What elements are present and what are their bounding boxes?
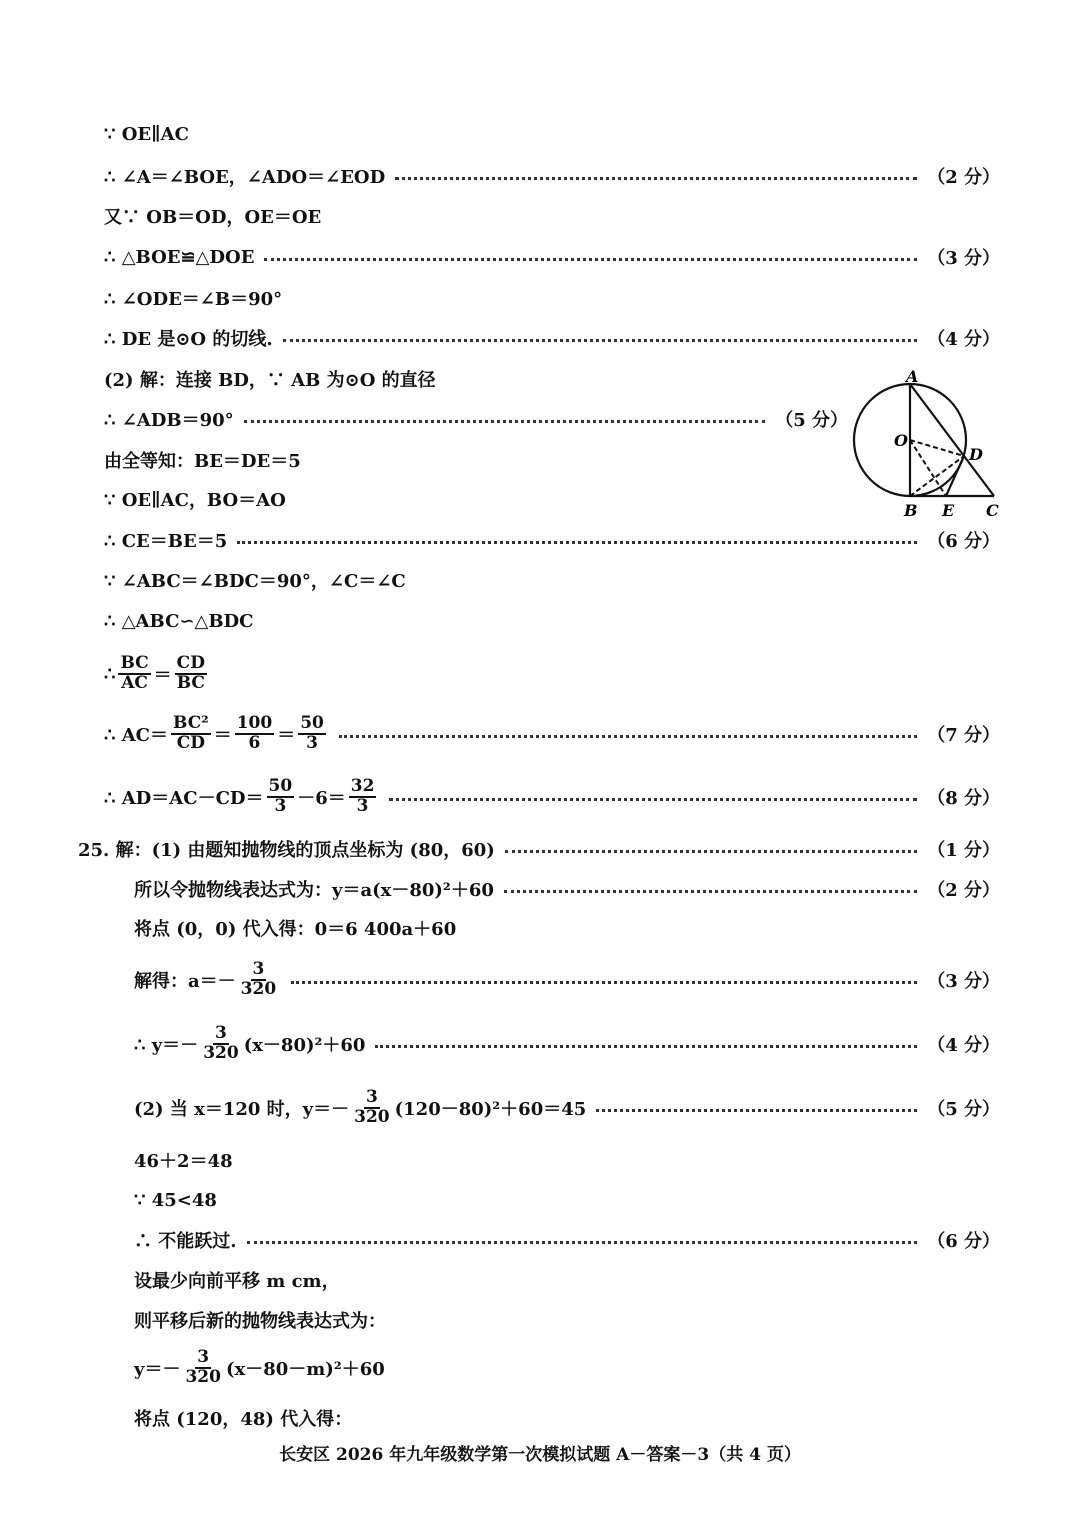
leader-dots <box>247 1241 918 1244</box>
proof-line: ∴ AC＝ $\frac{\text{BC²}}{CD}$ ＝ $\frac{100}{6}$ ＝ $\frac{50}{3}$ （7 分） <box>104 713 1000 753</box>
leader-dots <box>237 541 917 544</box>
proof-line: ∴ △BOE≌△DOE （3 分） <box>104 239 1000 275</box>
circle-geometry-figure <box>846 364 1006 524</box>
score-mark: （6 分） <box>927 1231 1000 1252</box>
score-mark: （4 分） <box>927 329 1000 350</box>
score-mark: （5 分） <box>775 410 848 431</box>
leader-dots <box>291 981 917 984</box>
label-d: D <box>969 445 983 464</box>
score-mark: （3 分） <box>927 248 1000 269</box>
proof-line: 将点 (0，0) 代入得：0＝6 400a＋60 <box>134 919 457 940</box>
proof-line: 则平移后新的抛物线表达式为： <box>134 1311 386 1332</box>
proof-line: 设最少向前平移 m cm， <box>134 1271 340 1292</box>
fraction: $\frac{\text{BC²}}{CD}$ <box>173 713 209 753</box>
proof-line: ∵ OE∥AC <box>104 123 189 145</box>
score-mark: （2 分） <box>927 167 1000 188</box>
proof-line: ∴ ∠A＝∠BOE，∠ADO＝∠EOD （2 分） <box>104 158 1000 194</box>
score-mark: （7 分） <box>927 725 1000 746</box>
score-mark: （1 分） <box>927 840 1000 861</box>
fraction: $\frac{50}{3}$ <box>300 713 324 753</box>
proof-line: 由全等知：BE＝DE＝5 <box>104 451 301 472</box>
leader-dots <box>283 339 918 342</box>
leader-dots <box>389 798 917 801</box>
proof-line: ∵ 45<48 <box>134 1189 217 1211</box>
score-mark: （2 分） <box>927 880 1000 901</box>
leader-dots <box>375 1045 917 1048</box>
leader-dots <box>244 420 766 423</box>
label-b: B <box>904 501 918 520</box>
label-e: E <box>942 501 955 520</box>
proof-line: 将点 (120，48) 代入得： <box>134 1409 353 1430</box>
proof-line: 又∵ OB＝OD，OE＝OE <box>104 207 322 228</box>
fraction: $\frac{3}{320}$ <box>354 1087 390 1127</box>
score-mark: （8 分） <box>927 788 1000 809</box>
score-mark: （3 分） <box>927 971 1000 992</box>
proof-line: ∴ CE＝BE＝5 （6 分） <box>104 522 1000 558</box>
leader-dots <box>504 890 917 893</box>
leader-dots <box>596 1109 917 1112</box>
label-o: O <box>894 431 908 450</box>
segment-od <box>910 440 964 456</box>
score-mark: （4 分） <box>927 1035 1000 1056</box>
leader-dots <box>395 177 917 180</box>
proof-line: y＝－ $\frac{3}{320}$ (x－80－m)²＋60 <box>134 1347 385 1387</box>
proof-line: 解得：a＝－ $\frac{3}{320}$ （3 分） <box>134 959 1000 999</box>
fraction: $\frac{3}{320}$ <box>185 1347 221 1387</box>
leader-dots <box>339 735 917 738</box>
fraction: $\frac{BC}{AC}$ <box>120 653 149 693</box>
fraction: $\frac{50}{3}$ <box>268 776 293 816</box>
leader-dots <box>505 850 917 853</box>
fraction: $\frac{100}{6}$ <box>236 713 273 753</box>
fraction: $\frac{32}{3}$ <box>350 776 375 816</box>
proof-line: 25. 解：(1) 由题知抛物线的顶点坐标为 (80，60) （1 分） <box>78 831 1000 867</box>
proof-line: ∵ OE∥AC，BO＝AO <box>104 490 286 511</box>
fraction: $\frac{3}{320}$ <box>240 959 277 999</box>
proof-line: ∴ DE 是⊙O 的切线. （4 分） <box>104 320 1000 356</box>
fraction: $\frac{CD}{BC}$ <box>176 653 205 693</box>
label-a: A <box>906 367 919 386</box>
proof-line: ∴ △ABC∽△BDC <box>104 610 254 632</box>
proof-line: (2) 解：连接 BD，∵ AB 为⊙O 的直径 <box>104 370 436 391</box>
proof-line: ∵ ∠ABC＝∠BDC＝90°，∠C＝∠C <box>104 571 406 592</box>
proof-line: ∴ $\frac{BC}{AC}$ ＝ $\frac{CD}{BC}$ <box>104 653 205 693</box>
page-footer: 长安区 2026 年九年级数学第一次模拟试题 A－答案－3（共 4 页） <box>279 1445 801 1465</box>
fraction: $\frac{3}{320}$ <box>203 1023 239 1063</box>
segment-oe <box>910 440 946 496</box>
score-mark: （6 分） <box>927 531 1000 552</box>
score-mark: （5 分） <box>927 1099 1000 1120</box>
proof-line: ∴ ∠ODE＝∠B＝90° <box>104 289 283 310</box>
proof-line: 所以令抛物线表达式为：y＝a(x－80)²＋60 （2 分） <box>134 871 1000 907</box>
proof-line: ∴ 不能跃过. （6 分） <box>134 1222 1000 1258</box>
label-c: C <box>986 501 999 520</box>
proof-line: 46＋2＝48 <box>134 1151 233 1172</box>
segment-ac <box>910 384 994 496</box>
leader-dots <box>264 258 917 261</box>
proof-line: ∴ y＝－ $\frac{3}{320}$ (x－80)²＋60 （4 分） <box>134 1023 1000 1063</box>
proof-line: ∴ AD＝AC－CD＝ $\frac{50}{3}$ －6＝ $\frac{32}{3}$ （8 分） <box>104 776 1000 816</box>
proof-line: ∴ ∠ADB＝90° （5 分） <box>104 401 848 437</box>
proof-line: (2) 当 x＝120 时，y＝－ $\frac{3}{320}$ (120－80)²＋60＝45 （5 分） <box>134 1087 1000 1127</box>
